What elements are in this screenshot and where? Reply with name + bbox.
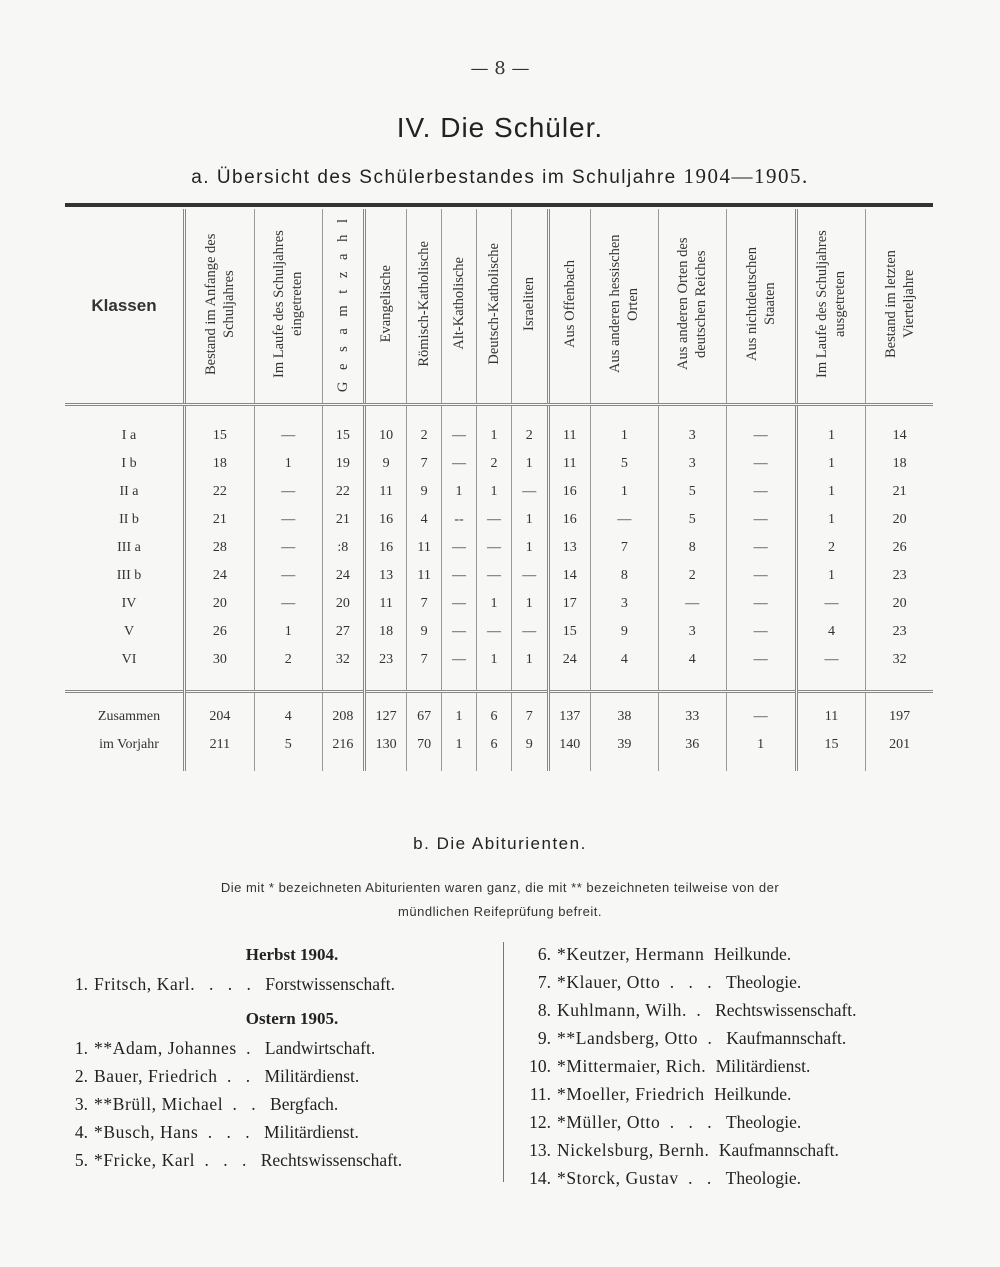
table-cell: — bbox=[442, 646, 477, 692]
table-cell: 1 bbox=[726, 731, 796, 771]
entry-number: 9. bbox=[537, 1028, 551, 1048]
table-cell: 1 bbox=[511, 450, 548, 478]
table-cell: — bbox=[726, 646, 796, 692]
leader-dots: . bbox=[686, 1000, 716, 1020]
table-cell: — bbox=[511, 478, 548, 506]
table-cell: — bbox=[726, 562, 796, 590]
table-cell: 16 bbox=[548, 506, 590, 534]
table-cell: 20 bbox=[322, 590, 364, 618]
table-cell: 7 bbox=[590, 534, 658, 562]
abiturient-name: *Moeller, Friedrich bbox=[557, 1084, 705, 1104]
entry-number: 3. bbox=[74, 1094, 88, 1114]
table-cell: 1 bbox=[590, 478, 658, 506]
table-cell: 22 bbox=[185, 478, 255, 506]
table-cell: — bbox=[442, 562, 477, 590]
table-cell: 5 bbox=[590, 450, 658, 478]
table-cell: 4 bbox=[407, 506, 442, 534]
entry-number: 7. bbox=[537, 972, 551, 992]
totals-row bbox=[65, 731, 933, 771]
table-cell: — bbox=[590, 506, 658, 534]
table-cell: 20 bbox=[866, 506, 933, 534]
table-cell: — bbox=[254, 590, 322, 618]
column-divider bbox=[503, 942, 504, 1182]
career-field: Militärdienst. bbox=[264, 1066, 360, 1086]
table-cell: 7 bbox=[407, 646, 442, 692]
leader-dots bbox=[706, 1056, 715, 1076]
career-field: Rechtswissenschaft. bbox=[260, 1150, 403, 1170]
table-cell: 1 bbox=[590, 405, 658, 451]
table-cell: — bbox=[254, 478, 322, 506]
table-cell: 15 bbox=[185, 405, 255, 451]
table-row bbox=[65, 562, 933, 590]
table-cell: 4 bbox=[658, 646, 726, 692]
table-cell: 18 bbox=[866, 450, 933, 478]
career-field: Heilkunde. bbox=[714, 1084, 792, 1104]
header-alt-katholische: Alt-Katholische bbox=[451, 257, 468, 350]
table-cell: 24 bbox=[322, 562, 364, 590]
class-label: III b bbox=[116, 568, 142, 583]
entry-number: 11. bbox=[529, 1084, 551, 1104]
table-cell: 32 bbox=[866, 646, 933, 692]
table-cell: 18 bbox=[364, 618, 406, 646]
abiturient-entry bbox=[62, 1034, 492, 1062]
abiturient-entry bbox=[525, 940, 965, 968]
abiturienten-left-column bbox=[62, 940, 492, 1174]
entry-number: 1. bbox=[74, 1038, 88, 1058]
table-cell: 1 bbox=[511, 590, 548, 618]
table-cell: 24 bbox=[548, 646, 590, 692]
abiturient-name: **Landsberg, Otto bbox=[557, 1028, 699, 1048]
header-aus-offenbach: Aus Offenbach bbox=[561, 259, 578, 348]
table-cell: 1 bbox=[511, 506, 548, 534]
header-bestand-letzt: Bestand im letzten Vierteljahre bbox=[882, 249, 917, 358]
abiturient-name: Nickelsburg, Bernh. bbox=[557, 1140, 710, 1160]
table-cell: 208 bbox=[322, 692, 364, 732]
table-cell: 2 bbox=[511, 405, 548, 451]
table-cell: 11 bbox=[548, 450, 590, 478]
table-cell: 204 bbox=[185, 692, 255, 732]
career-field: Bergfach. bbox=[270, 1094, 339, 1114]
abiturient-entry bbox=[525, 1108, 965, 1136]
ostern-list-left bbox=[62, 1034, 492, 1174]
section-a-year: 1904—1905. bbox=[683, 164, 809, 188]
class-label: II b bbox=[119, 512, 139, 527]
note-line-1: Die mit * bezeichneten Abiturienten waren ganz, die mit ** bezeichneten teilweise von der bbox=[220, 880, 780, 895]
totals-row bbox=[65, 692, 933, 732]
abiturient-entry bbox=[62, 1062, 492, 1090]
table-row bbox=[65, 590, 933, 618]
table-cell: 39 bbox=[590, 731, 658, 771]
ostern-heading: Ostern 1905. bbox=[245, 1009, 339, 1028]
table-cell: 38 bbox=[590, 692, 658, 732]
table-cell: 3 bbox=[658, 450, 726, 478]
abiturient-name: *Klauer, Otto bbox=[557, 972, 661, 992]
table-row bbox=[65, 450, 933, 478]
table-cell: — bbox=[254, 405, 322, 451]
table-cell: 6 bbox=[477, 692, 512, 732]
table-cell: 11 bbox=[364, 478, 406, 506]
career-field: Kaufmannschaft. bbox=[726, 1028, 847, 1048]
career-field: Forstwissenschaft. bbox=[265, 974, 396, 994]
table-cell: 11 bbox=[796, 692, 866, 732]
entry-number: 2. bbox=[74, 1066, 88, 1086]
table-cell: — bbox=[254, 506, 322, 534]
table-cell: 19 bbox=[322, 450, 364, 478]
header-hessische-orte: Aus anderen hessischen Orten bbox=[607, 234, 642, 373]
table-cell: 4 bbox=[590, 646, 658, 692]
table-cell: 4 bbox=[254, 692, 322, 732]
table-cell: 130 bbox=[364, 731, 406, 771]
class-label: VI bbox=[121, 652, 137, 667]
table-cell: 4 bbox=[796, 618, 866, 646]
entry-number: 1. bbox=[74, 974, 88, 994]
leader-dots bbox=[705, 944, 714, 964]
table-cell: 6 bbox=[477, 731, 512, 771]
table-cell: 26 bbox=[185, 618, 255, 646]
table-cell: 26 bbox=[866, 534, 933, 562]
abiturienten-right-column bbox=[525, 940, 965, 1192]
section-a-title bbox=[0, 164, 1000, 189]
leader-dots: . . bbox=[678, 1168, 726, 1188]
abiturient-name: Fritsch, Karl bbox=[94, 974, 191, 994]
table-cell: 22 bbox=[322, 478, 364, 506]
table-cell: 140 bbox=[548, 731, 590, 771]
abiturient-name: *Fricke, Karl bbox=[94, 1150, 196, 1170]
table-cell: — bbox=[658, 590, 726, 618]
table-cell: 1 bbox=[796, 478, 866, 506]
career-field: Theologie. bbox=[725, 1168, 801, 1188]
table-cell: 1 bbox=[796, 562, 866, 590]
table-cell: 3 bbox=[658, 618, 726, 646]
table-cell: 1 bbox=[796, 450, 866, 478]
table-cell: 201 bbox=[866, 731, 933, 771]
career-field: Landwirtschaft. bbox=[264, 1038, 376, 1058]
table-row bbox=[65, 405, 933, 451]
class-label: I b bbox=[121, 456, 137, 471]
table-cell: 23 bbox=[364, 646, 406, 692]
table-cell: 21 bbox=[866, 478, 933, 506]
table-cell: 7 bbox=[511, 692, 548, 732]
leader-dots: . . bbox=[217, 1066, 265, 1086]
class-label: V bbox=[123, 624, 135, 639]
table-cell: 5 bbox=[254, 731, 322, 771]
table-cell: 1 bbox=[442, 731, 477, 771]
entry-number: 12. bbox=[529, 1112, 551, 1132]
table-cell: — bbox=[726, 534, 796, 562]
leader-dots: . . bbox=[223, 1094, 271, 1114]
entry-number: 8. bbox=[537, 1000, 551, 1020]
table-row bbox=[65, 534, 933, 562]
header-ausgetreten: Im Laufe des Schuljahres ausgetreten bbox=[814, 229, 849, 378]
table-cell: 16 bbox=[364, 534, 406, 562]
abiturient-name: Bauer, Friedrich bbox=[94, 1066, 218, 1086]
career-field: Militärdienst. bbox=[715, 1056, 811, 1076]
abiturient-entry bbox=[62, 1118, 492, 1146]
table-cell: 11 bbox=[548, 405, 590, 451]
header-gesamtzahl: G e s a m t z a h l bbox=[334, 214, 351, 393]
table-cell: — bbox=[796, 646, 866, 692]
table-row bbox=[65, 478, 933, 506]
table-cell: 30 bbox=[185, 646, 255, 692]
class-label: III a bbox=[117, 540, 141, 555]
table-cell: 7 bbox=[407, 590, 442, 618]
table-cell: 1 bbox=[511, 534, 548, 562]
career-field: Theologie. bbox=[725, 1112, 802, 1132]
career-field: Theologie. bbox=[725, 972, 802, 992]
table-cell: 21 bbox=[322, 506, 364, 534]
entry-number: 14. bbox=[529, 1168, 551, 1188]
table-cell: 1 bbox=[477, 590, 512, 618]
table-cell: 211 bbox=[185, 731, 255, 771]
totals-label: im Vorjahr bbox=[99, 737, 159, 752]
table-cell: 16 bbox=[364, 506, 406, 534]
table-cell: 15 bbox=[322, 405, 364, 451]
table-cell: — bbox=[254, 562, 322, 590]
table-cell: 14 bbox=[866, 405, 933, 451]
leader-dots: . bbox=[698, 1028, 727, 1048]
table-cell: 11 bbox=[364, 590, 406, 618]
table-cell: 1 bbox=[477, 646, 512, 692]
table-cell: — bbox=[442, 534, 477, 562]
table-cell: 1 bbox=[442, 478, 477, 506]
table-cell: — bbox=[726, 405, 796, 451]
table-cell: 13 bbox=[548, 534, 590, 562]
header-evangelische: Evangelische bbox=[378, 264, 395, 343]
table-cell: 1 bbox=[796, 506, 866, 534]
table-cell: 23 bbox=[866, 562, 933, 590]
abiturient-name: Kuhlmann, Wilh. bbox=[557, 1000, 687, 1020]
ostern-list-right bbox=[525, 940, 965, 1192]
table-cell: — bbox=[726, 618, 796, 646]
table-cell: — bbox=[511, 562, 548, 590]
table-cell: 8 bbox=[590, 562, 658, 590]
table-cell: 9 bbox=[364, 450, 406, 478]
table-top-rule bbox=[65, 203, 933, 207]
table-cell: — bbox=[726, 506, 796, 534]
section-a-label: a. Übersicht des Schülerbestandes im Schuljahre bbox=[191, 167, 677, 188]
table-cell: 11 bbox=[407, 562, 442, 590]
table-cell: — bbox=[477, 618, 512, 646]
abiturient-name: **Brüll, Michael bbox=[94, 1094, 224, 1114]
leader-dots: . . . . bbox=[190, 974, 266, 994]
abiturient-entry bbox=[525, 996, 965, 1024]
header-deutsch-katholische: Deutsch-Katholische bbox=[485, 242, 502, 365]
abiturient-name: *Mittermaier, Rich. bbox=[557, 1056, 707, 1076]
table-cell: 1 bbox=[796, 405, 866, 451]
table-cell: 1 bbox=[442, 692, 477, 732]
header-israeliten: Israeliten bbox=[521, 276, 538, 331]
table-cell: 18 bbox=[185, 450, 255, 478]
entry-number: 4. bbox=[74, 1122, 88, 1142]
table-cell: 70 bbox=[407, 731, 442, 771]
abiturient-entry bbox=[62, 1090, 492, 1118]
table-cell: 32 bbox=[322, 646, 364, 692]
table-cell: 20 bbox=[866, 590, 933, 618]
table-cell: — bbox=[477, 506, 512, 534]
leader-dots: . bbox=[236, 1038, 265, 1058]
table-cell: 33 bbox=[658, 692, 726, 732]
table-cell: — bbox=[511, 618, 548, 646]
table-cell: 216 bbox=[322, 731, 364, 771]
table-cell: — bbox=[726, 692, 796, 732]
herbst-heading: Herbst 1904. bbox=[245, 945, 339, 964]
page-title: IV. Die Schüler. bbox=[396, 112, 604, 143]
table-cell: — bbox=[726, 478, 796, 506]
abiturient-entry bbox=[525, 1024, 965, 1052]
leader-dots: . . . bbox=[195, 1150, 261, 1170]
career-field: Militärdienst. bbox=[264, 1122, 359, 1142]
class-label: I a bbox=[121, 428, 137, 443]
abiturient-entry bbox=[62, 1146, 492, 1174]
leader-dots: . . . bbox=[660, 1112, 726, 1132]
table-cell: — bbox=[442, 618, 477, 646]
table-cell: — bbox=[796, 590, 866, 618]
table-cell: 5 bbox=[658, 506, 726, 534]
table-cell: 17 bbox=[548, 590, 590, 618]
class-label: II a bbox=[119, 484, 139, 499]
table-row bbox=[65, 506, 933, 534]
header-klassen: Klassen bbox=[65, 209, 185, 405]
table-cell: 197 bbox=[866, 692, 933, 732]
table-cell: — bbox=[726, 590, 796, 618]
table-cell: 2 bbox=[254, 646, 322, 692]
table-cell: :8 bbox=[322, 534, 364, 562]
table-cell: 5 bbox=[658, 478, 726, 506]
abiturient-entry bbox=[525, 968, 965, 996]
abiturient-name: *Müller, Otto bbox=[557, 1112, 661, 1132]
table-cell: 11 bbox=[407, 534, 442, 562]
table-cell: 2 bbox=[407, 405, 442, 451]
exemption-note bbox=[120, 876, 880, 924]
leader-dots: . . . bbox=[660, 972, 726, 992]
table-cell: 3 bbox=[658, 405, 726, 451]
header-roemisch-katholische: Römisch-Katholische bbox=[416, 240, 433, 367]
table-cell: 8 bbox=[658, 534, 726, 562]
table-cell: 14 bbox=[548, 562, 590, 590]
header-nichtdeutsche-staaten: Aus nichtdeutschen Staaten bbox=[743, 246, 778, 361]
abiturient-name: *Keutzer, Hermann bbox=[557, 944, 705, 964]
abiturient-name: *Storck, Gustav bbox=[557, 1168, 679, 1188]
table-cell: 3 bbox=[590, 590, 658, 618]
table-cell: 13 bbox=[364, 562, 406, 590]
leader-dots bbox=[705, 1084, 714, 1104]
table-cell: 15 bbox=[796, 731, 866, 771]
table-cell: — bbox=[477, 534, 512, 562]
table-cell: 9 bbox=[511, 731, 548, 771]
herbst-list bbox=[62, 970, 492, 998]
table-cell: — bbox=[442, 450, 477, 478]
page-number: — 8 — bbox=[470, 58, 530, 79]
table-cell: 1 bbox=[511, 646, 548, 692]
table-cell: 7 bbox=[407, 450, 442, 478]
table-cell: -- bbox=[442, 506, 477, 534]
career-field: Heilkunde. bbox=[713, 944, 792, 964]
totals-label: Zusammen bbox=[65, 692, 185, 732]
table-cell: 137 bbox=[548, 692, 590, 732]
header-deutsches-reich: Aus anderen Orten des deutschen Reiches bbox=[675, 237, 710, 370]
table-cell: 2 bbox=[658, 562, 726, 590]
table-cell: 20 bbox=[185, 590, 255, 618]
table-cell: 9 bbox=[590, 618, 658, 646]
table-row bbox=[65, 618, 933, 646]
table-cell: 2 bbox=[477, 450, 512, 478]
table-cell: 9 bbox=[407, 618, 442, 646]
table-row bbox=[65, 646, 933, 692]
entry-number: 13. bbox=[529, 1140, 551, 1160]
abiturient-entry bbox=[62, 970, 492, 998]
leader-dots: . . . bbox=[198, 1122, 265, 1142]
class-label: IV bbox=[121, 596, 137, 611]
table-cell: 23 bbox=[866, 618, 933, 646]
table-cell: 16 bbox=[548, 478, 590, 506]
table-cell: 1 bbox=[477, 478, 512, 506]
table-cell: 36 bbox=[658, 731, 726, 771]
table-cell: — bbox=[726, 450, 796, 478]
table-cell: 9 bbox=[407, 478, 442, 506]
table-cell: 1 bbox=[477, 405, 512, 451]
abiturient-entry bbox=[525, 1052, 965, 1080]
career-field: Kaufmannschaft. bbox=[718, 1140, 839, 1160]
table-header-row bbox=[65, 209, 933, 405]
leader-dots bbox=[710, 1140, 719, 1160]
career-field: Rechtswissenschaft. bbox=[715, 1000, 857, 1020]
table-cell: 21 bbox=[185, 506, 255, 534]
abiturient-name: **Adam, Johannes bbox=[94, 1038, 237, 1058]
table-cell: 24 bbox=[185, 562, 255, 590]
note-line-2: mündlichen Reifeprüfung befreit. bbox=[398, 904, 602, 919]
table-cell: — bbox=[442, 405, 477, 451]
table-cell: 1 bbox=[254, 618, 322, 646]
table-cell: 2 bbox=[796, 534, 866, 562]
table-cell: 15 bbox=[548, 618, 590, 646]
entry-number: 10. bbox=[529, 1056, 551, 1076]
table-cell: 67 bbox=[407, 692, 442, 732]
section-b-title: b. Die Abiturienten. bbox=[413, 834, 587, 853]
table-cell: 127 bbox=[364, 692, 406, 732]
table-cell: 28 bbox=[185, 534, 255, 562]
abiturient-entry bbox=[525, 1136, 965, 1164]
table-cell: 10 bbox=[364, 405, 406, 451]
student-statistics-table bbox=[65, 209, 933, 771]
table-cell: — bbox=[442, 590, 477, 618]
abiturient-name: *Busch, Hans bbox=[94, 1122, 199, 1142]
entry-number: 6. bbox=[537, 944, 551, 964]
header-eingetreten: Im Laufe des Schuljahres eingetreten bbox=[271, 229, 306, 378]
abiturient-entry bbox=[525, 1164, 965, 1192]
table-cell: 1 bbox=[254, 450, 322, 478]
table-cell: 27 bbox=[322, 618, 364, 646]
abiturient-entry bbox=[525, 1080, 965, 1108]
table-cell: — bbox=[254, 534, 322, 562]
entry-number: 5. bbox=[74, 1150, 88, 1170]
header-bestand-anfang: Bestand im Anfange des Schuljahres bbox=[202, 232, 237, 375]
table-cell: — bbox=[477, 562, 512, 590]
